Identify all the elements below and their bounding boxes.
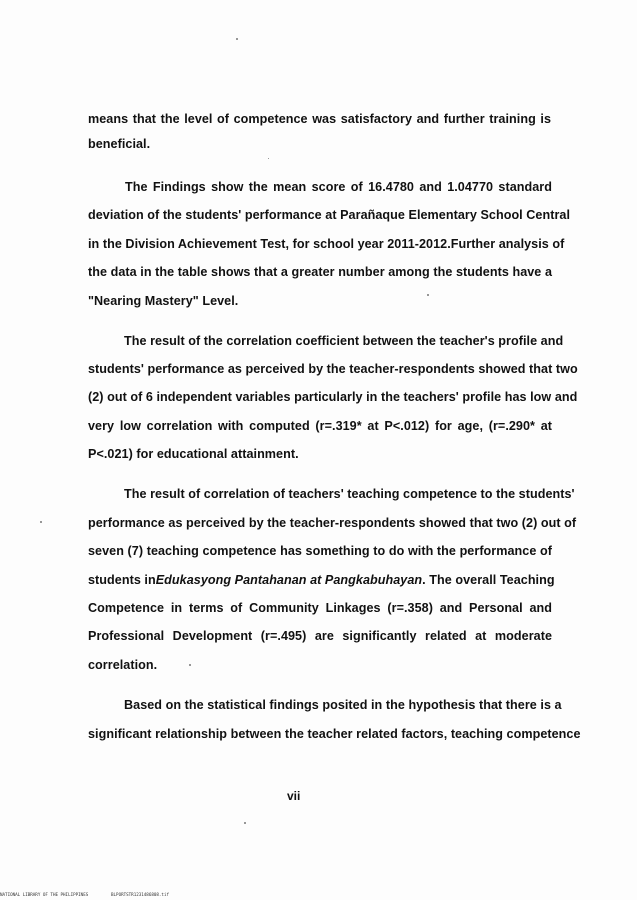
text-line-mixed <box>88 572 555 588</box>
text-line: means that the level of competence was satisfactory and further training is <box>88 112 551 126</box>
text-line: Competence in terms of Community Linkages (r=.358) and Personal and <box>88 601 552 615</box>
text-line: (2) out of 6 independent variables particularly in the teachers' profile has low and <box>88 390 578 404</box>
text-line: The Findings show the mean score of 16.4780 and 1.04770 standard <box>125 180 552 194</box>
text-line: The result of correlation of teachers' teaching competence to the students' <box>124 487 575 501</box>
text-line: students' performance as perceived by the teacher-respondents showed that two <box>88 362 578 376</box>
scan-speck <box>268 158 269 159</box>
text-line: P<.021) for educational attainment. <box>88 447 299 461</box>
italic-title: Edukasyong Pantahanan at Pangkabuhayan <box>155 573 423 587</box>
scan-speck <box>40 521 42 523</box>
scan-speck <box>189 664 191 666</box>
scan-speck <box>236 38 238 40</box>
scan-footer-library: NATIONAL LIBRARY OF THE PHILIPPINES <box>0 892 89 897</box>
text-segment: . The overall Teaching <box>422 573 555 587</box>
scan-speck <box>427 294 429 296</box>
text-line: performance as perceived by the teacher-respondents showed that two (2) out of <box>88 516 577 530</box>
text-line: Based on the statistical findings posited in the hypothesis that there is a <box>124 698 562 712</box>
text-line: seven (7) teaching competence has something to do with the performance of <box>88 544 552 558</box>
text-line: the data in the table shows that a greater number among the students have a <box>88 265 552 279</box>
text-line: very low correlation with computed (r=.319* at P<.012) for age, (r=.290* at <box>88 419 552 433</box>
text-line: beneficial. <box>88 137 151 151</box>
page-number: vii <box>287 789 301 803</box>
text-line: Professional Development (r=.495) are significantly related at moderate <box>88 629 552 643</box>
text-line: significant relationship between the teacher related factors, teaching competence <box>88 727 581 741</box>
text-line: "Nearing Mastery" Level. <box>88 294 239 308</box>
text-segment: students in <box>88 573 156 587</box>
text-line: deviation of the students' performance at Parañaque Elementary School Central <box>88 208 571 222</box>
text-line: The result of the correlation coefficient between the teacher's profile and <box>124 334 564 348</box>
scan-speck <box>244 822 246 824</box>
text-line: in the Division Achievement Test, for school year 2011-2012.Further analysis of <box>88 237 565 251</box>
scan-footer-code: BLPORTSTR1231486808.tif <box>111 892 169 897</box>
text-line: correlation. <box>88 658 158 672</box>
